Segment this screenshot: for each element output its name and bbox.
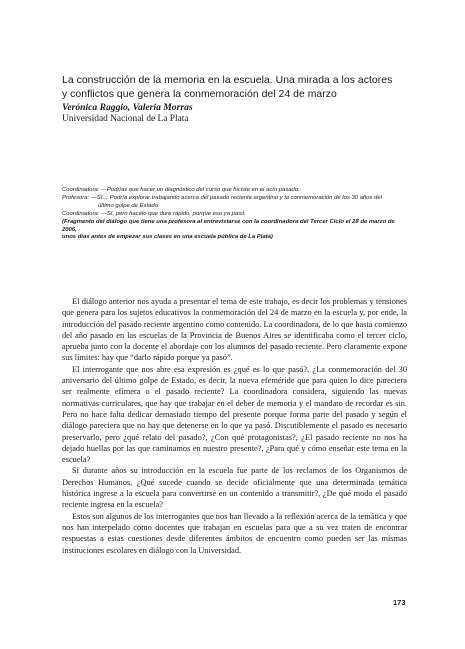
body-paragraph: Si durante años su introducción en la escuela fue parte de los reclamos de los Organismos de Derechos Humanos, ¿Qué sucede cuando se decide oficialmente que una determinada temática histórica ingrese a la escuela para convertirse en un contenido a transmitir?, ¿De qué modo el pasado reciente ingresa en la escuela?	[62, 466, 407, 510]
dialogue-line: Coordinadora: —Podrías que hacer un diagnóstico del curso que hiciste en el acto pasado.	[62, 187, 300, 193]
title-line-1: La construcción de la memoria en la escuela. Una mirada a los actores	[62, 75, 393, 86]
epigraph-dialogue	[62, 187, 407, 242]
dialogue-line: último golpe de Estado.	[98, 202, 160, 209]
dialogue-source-note: (Fragmento del diálogo que tiene una profesora al entrevistarse con la coordinadora del Tercer Ciclo el 28 de marzo de 2006,	[62, 218, 395, 233]
author-affiliation: Universidad Nacional de La Plata	[62, 114, 189, 124]
article-body	[62, 296, 407, 556]
dialogue-source-note: unos días antes de empezar sus clases en una escuela pública de La Plata)	[62, 234, 273, 241]
body-paragraph: El diálogo anterior nos ayuda a presentar el tema de este trabajo, es decir los problemas y tensiones que genera para los sujetos educativos la conmemoración del 24 de marzo en la escuela y, por ende, la introducción del pasado reciente argentino como contenido. La coordinadora, de lo que hasta comienzo del año pasado en las escuelas de la Provincia de Buenos Aires se identificaba como el tercer ciclo, aprueba junto con la docente el abordaje con los alumnos del pasado reciente. Pero claramente expone sus límites: hay que “darlo rápido porque ya pasó”.	[62, 297, 407, 363]
body-paragraph: Estos son algunos de los interrogantes que nos han llevado a la reflexión acerca de la temática y que nos han interpelado como docentes que trabajan en escuelas para que a su vez traten de encontrar respuestas a estas cuestiones desde diferentes ámbitos de encuentro como pueden ser las mismas instituciones escolares en diálogo con la Universidad.	[62, 511, 407, 555]
article-authors: Verónica Raggio, Valeria Morras	[62, 102, 193, 113]
page-number: 173	[393, 598, 406, 607]
title-line-2: y conflictos que genera la conmemoración del 24 de marzo	[62, 88, 337, 100]
article-header	[62, 74, 407, 125]
body-paragraph: El interrogante que nos abre esa expresión es ¿qué es lo que pasó?, ¿La conmemoración del 30 aniversario del último golpe de Estado, es decir, la nueva efeméride que para quien lo dice pareciera ser realmente efímera o el pasado reciente? La coordinadora considera, siguiendo las nuevas normativas curriculares, que hay que trabajar en el deber de memoria y el mandato de recordar es sin. Pero no hace falta dedicar demasiado tiempo del presente porque forma parte del pasado y según el diálogo pareciera que no hay que detenerse en lo que ya pasó. Discutiblemente el pasado es necesario preservarlo, pero ¿qué relato del pasado?, ¿Con qué protagonistas?, ¿El pasado reciente no nos ha dejado huellas por las que caminamos en nuestro presente?, ¿Para qué y cómo enseñar este tema en la escuela?	[62, 364, 407, 465]
dialogue-line: Profesora: —Sí… Podría explorar trabajando acerca del pasado reciente argentino y la conmemoración de los 30 años del	[62, 194, 382, 201]
dialogue-line: Coordinadora: —Sí, pero hacélo que dure rápido, porque eso ya pasó.	[62, 210, 247, 217]
article-title	[62, 74, 407, 101]
